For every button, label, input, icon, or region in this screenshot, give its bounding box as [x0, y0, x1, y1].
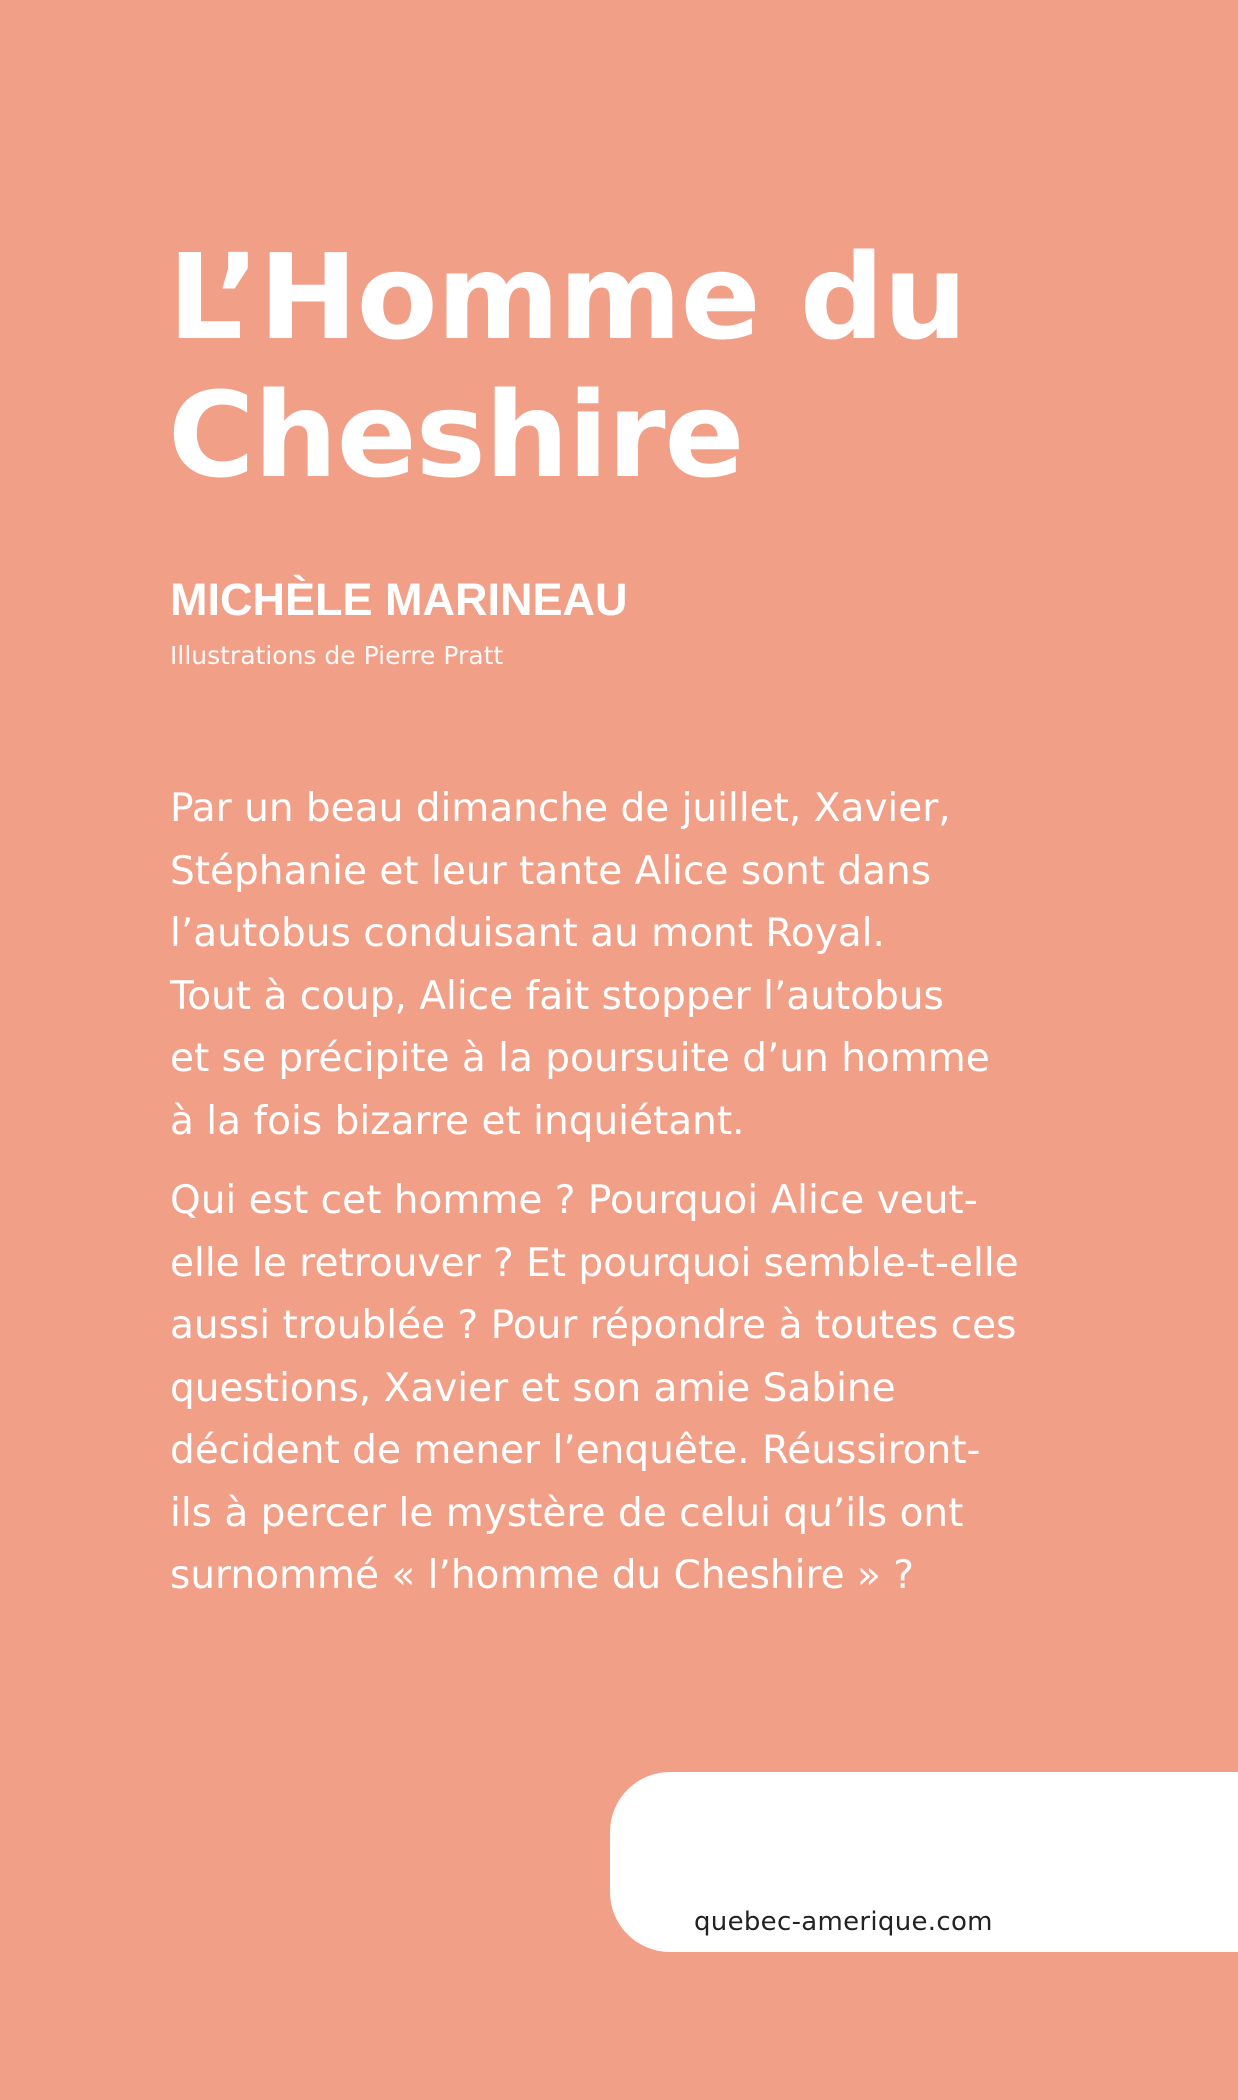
blurb-paragraph-1 [170, 778, 1070, 1153]
blurb-line: questions, Xavier et son amie Sabine [170, 1365, 896, 1411]
blurb-line: ils à percer le mystère de celui qu’ils ont [170, 1490, 964, 1536]
book-title-line: L’Homme du [168, 228, 967, 366]
blurb-paragraph-2 [170, 1170, 1070, 1608]
publisher-url[interactable]: quebec-amerique.com [694, 1907, 993, 1937]
blurb-line: l’autobus conduisant au mont Royal. [170, 911, 885, 956]
book-title [168, 228, 1068, 504]
illustrator-credit: Illustrations de Pierre Pratt [170, 641, 504, 670]
blurb-line: aussi troublée ? Pour répondre à toutes ces [170, 1303, 1017, 1348]
blurb-line: Par un beau dimanche de juillet, Xavier, [170, 786, 951, 831]
blurb-line: surnommé « l’homme du Cheshire » ? [170, 1553, 914, 1598]
blurb-line: Stéphanie et leur tante Alice sont dans [170, 848, 932, 894]
blurb-line: Tout à coup, Alice fait stopper l’autobus [170, 973, 944, 1019]
blurb-line: à la fois bizarre et inquiétant. [170, 1098, 745, 1144]
blurb-line: elle le retrouver ? Et pourquoi semble-t-elle [170, 1240, 1019, 1286]
blurb-line: et se précipite à la poursuite d’un homme [170, 1036, 990, 1081]
author-name: MICHÈLE MARINEAU [170, 574, 628, 625]
book-title-line: Cheshire [168, 366, 744, 504]
blurb-line: Qui est cet homme ? Pourquoi Alice veut- [170, 1178, 978, 1223]
blurb-line: décident de mener l’enquête. Réussiront- [170, 1428, 981, 1473]
